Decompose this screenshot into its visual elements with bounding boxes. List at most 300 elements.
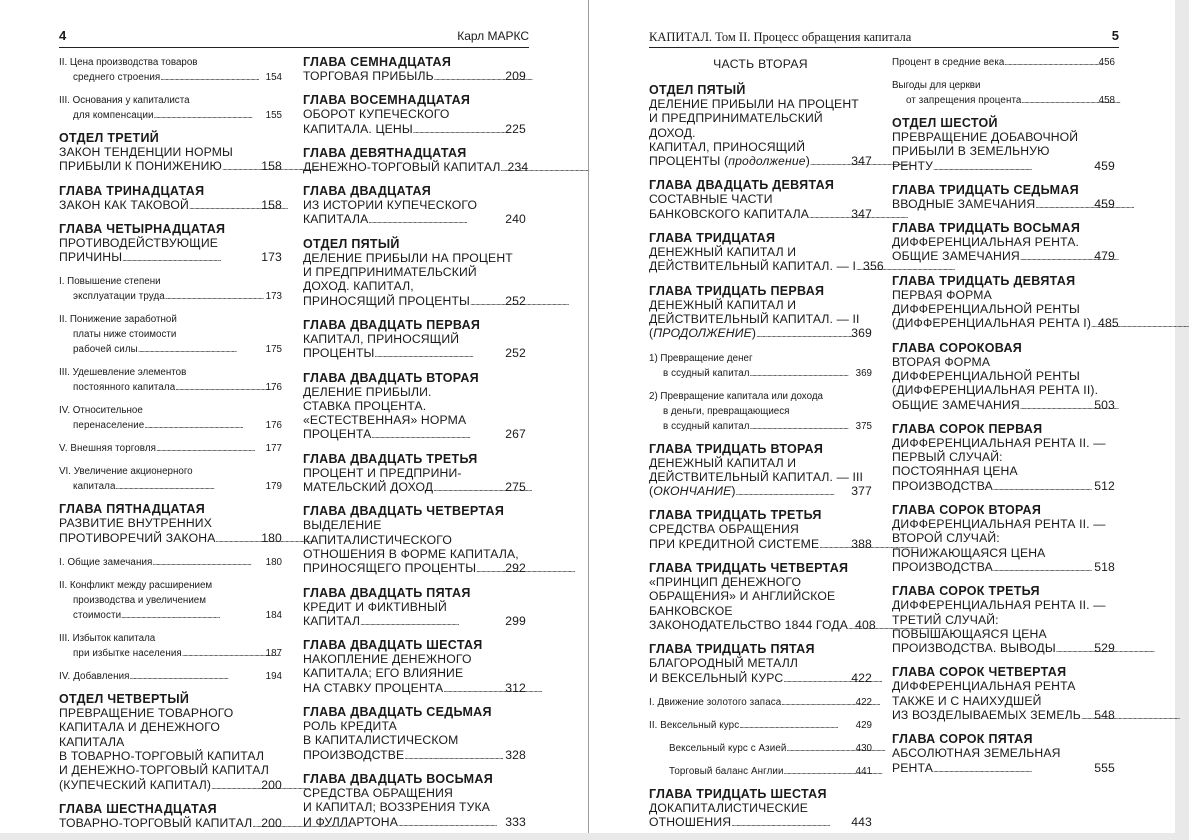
entry-title-text (649, 815, 731, 829)
entry-last-line (59, 669, 282, 684)
section-heading: ГЛАВА ДВАДЦАТЬ ТРЕТЬЯ (303, 451, 478, 466)
dot-leader (175, 380, 264, 395)
dot-leader (154, 108, 265, 123)
section-heading: ГЛАВА ДВАДЦАТЬ ДЕВЯТАЯ (649, 178, 835, 193)
entry-title-line: КАПИТАЛ, ПРИНОСЯЩИЙ (649, 139, 806, 154)
entry-title-part: ( (649, 326, 654, 341)
dot-leader (470, 294, 504, 310)
entry-title-text (663, 366, 750, 381)
dot-leader (434, 69, 504, 85)
toc-subentry (649, 695, 872, 710)
entry-title-part: (КУПЕЧЕСКИЙ КАПИТАЛ) (59, 777, 212, 792)
toc-section-entry (649, 642, 872, 687)
entry-title-part: ОБЩИЕ ЗАМЕЧАНИЯ (892, 397, 1020, 412)
page-ref: 194 (265, 671, 282, 683)
section-heading: ГЛАВА ДВАДЦАТЬ СЕДЬМАЯ (303, 705, 492, 720)
dot-leader (398, 815, 504, 831)
toc-subentry (59, 631, 282, 661)
entry-title-part: КАПИТАЛА. ЦЕНЫ (303, 121, 413, 136)
page-number: 4 (59, 28, 67, 43)
entry-title-part: И ВЕКСЕЛЬНЫЙ КУРС (649, 670, 784, 685)
entry-title-text (649, 259, 856, 273)
toc-section-entry (649, 508, 872, 553)
toc-section-entry (303, 145, 529, 176)
entry-title-part: ПРОИЗВОДСТВА. ВЫВОДЫ (892, 641, 1056, 656)
entry-last-line (649, 154, 872, 170)
entry-title-text (892, 560, 993, 574)
page-ref: 408 (855, 617, 876, 632)
page-ref: 173 (261, 250, 282, 265)
dot-leader (1056, 641, 1093, 657)
entry-title-line: ДИФФЕРЕНЦИАЛЬНАЯ РЕНТА. (892, 235, 1080, 250)
dot-leader (360, 614, 504, 630)
entry-title-text (303, 480, 433, 494)
entry-title-line: ПЕРВАЯ ФОРМА (892, 287, 992, 302)
entry-title-line: ДЕЛЕНИЕ ПРИБЫЛИ НА ПРОЦЕНТ (303, 250, 513, 265)
entry-title-line: ПРЕВРАЩЕНИЕ ТОВАРНОГО (59, 706, 234, 721)
section-heading: ГЛАВА ТРИДЦАТАЯ (649, 231, 776, 246)
entry-last-line (892, 93, 1115, 108)
entry-title-line: ЗАКОН ТЕНДЕНЦИИ НОРМЫ (59, 145, 233, 159)
entry-title-line: СТАВКА ПРОЦЕНТА. (303, 398, 427, 413)
entry-title-part: ДЕЙСТВИТЕЛЬНЫЙ КАПИТАЛ. — I (649, 259, 857, 274)
dot-leader (122, 250, 260, 266)
dot-leader (165, 289, 265, 304)
entry-title-text (303, 122, 413, 136)
dot-leader (144, 418, 264, 433)
entry-title-line: КАПИТАЛА И ДЕНЕЖНОГО КАПИТАЛА (59, 720, 220, 749)
entry-title-part: ЗАКОНОДАТЕЛЬСТВО 1844 ГОДА (649, 617, 849, 632)
dot-leader (152, 555, 264, 570)
toc-section-entry (303, 237, 526, 310)
dot-leader (781, 695, 854, 710)
entry-title-line: I. Повышение степени (59, 276, 161, 288)
entry-title-line: 2) Превращение капитала или дохода (649, 390, 823, 402)
page-ref: 275 (505, 480, 526, 495)
entry-title-text (303, 614, 360, 628)
toc-subentry (59, 274, 282, 304)
entry-title-italic: продолжение (728, 154, 806, 169)
toc-section-entry (649, 442, 872, 501)
page-ref: 234 (507, 159, 529, 174)
entry-title-part: IV. Добавления (59, 671, 130, 683)
entry-title-part: ПРИ КРЕДИТНОЙ СИСТЕМЕ (649, 536, 820, 551)
toc-section-entry (59, 131, 282, 176)
entry-title-part: от запрещения процента (906, 95, 1022, 106)
section-heading: ГЛАВА ТРИДЦАТЬ ПЕРВАЯ (649, 283, 825, 298)
page-ref: 485 (1098, 316, 1119, 331)
toc-section-entry (892, 341, 1115, 414)
left-page-header (59, 29, 529, 48)
entry-title-text (73, 289, 165, 304)
entry-title-text (73, 646, 182, 661)
entry-last-line (649, 815, 872, 831)
dot-leader (809, 207, 850, 223)
page-number: 5 (1111, 28, 1119, 43)
entry-last-line (303, 294, 526, 310)
entry-title-line: БЛАГОРОДНЫЙ МЕТАЛЛ (649, 656, 798, 671)
dot-leader (156, 441, 265, 456)
entry-title-part: НА СТАВКУ ПРОЦЕНТА (303, 680, 444, 695)
page-ref: 225 (505, 121, 526, 136)
toc-subentry (649, 718, 872, 733)
section-heading: ГЛАВА ДВАДЦАТЬ ШЕСТАЯ (303, 638, 483, 653)
entry-title-line: ДИФФЕРЕНЦИАЛЬНАЯ РЕНТА (892, 679, 1076, 694)
entry-title-line: ТАКЖЕ И С НАИХУДШЕЙ (892, 693, 1042, 708)
entry-title-text (892, 159, 933, 173)
dot-leader (784, 764, 855, 779)
entry-title-line: (ДИФФЕРЕНЦИАЛЬНАЯ РЕНТА II). (892, 383, 1099, 398)
entry-title-line: Выгоды для церкви (892, 80, 981, 91)
page-ref: 375 (855, 420, 872, 432)
entry-title-line: ВТОРОЙ СЛУЧАЙ: (892, 531, 1000, 546)
dot-leader (1021, 93, 1097, 108)
page-ref: 429 (855, 719, 872, 731)
entry-title-part: эксплуатации труда (73, 291, 165, 303)
page-ref: 175 (265, 344, 282, 356)
toc-section-entry (892, 732, 1115, 777)
entry-title-text (303, 748, 404, 762)
section-heading: ГЛАВА ТРИДЦАТЬ ЧЕТВЕРТАЯ (649, 561, 849, 576)
section-heading: ГЛАВА ТРИДЦАТЬ СЕДЬМАЯ (892, 182, 1079, 197)
entry-title-text (73, 342, 138, 357)
page-ref: 179 (265, 481, 282, 493)
section-heading: ГЛАВА СОРОКОВАЯ (892, 340, 1023, 355)
entry-title-line: В КАПИТАЛИСТИЧЕСКОМ (303, 733, 459, 748)
page-ref: 158 (261, 159, 282, 174)
entry-title-line: ДОХОД. КАПИТАЛ, (303, 279, 414, 294)
toc-section-entry (303, 705, 526, 764)
left-page (0, 0, 588, 833)
dot-leader (404, 748, 504, 764)
entry-last-line (649, 537, 872, 553)
section-heading: ГЛАВА СОРОК ПЯТАЯ (892, 732, 1033, 747)
toc-section-entry (303, 318, 526, 363)
page-ref: 176 (265, 382, 282, 394)
entry-last-line (303, 815, 526, 831)
dot-leader (121, 608, 265, 623)
entry-title-line: ДЕЛЕНИЕ ПРИБЫЛИ. (303, 384, 432, 399)
running-title: Карл МАРКС (457, 29, 529, 43)
toc-section-entry (649, 561, 876, 634)
entry-title-line: СРЕДСТВА ОБРАЩЕНИЯ (649, 522, 799, 537)
entry-title-line: ДЕЙСТВИТЕЛЬНЫЙ КАПИТАЛ. — II (649, 311, 860, 326)
entry-last-line (303, 212, 526, 228)
entry-title-part: ПРИНОСЯЩЕГО ПРОЦЕНТЫ (303, 561, 477, 576)
section-heading: ГЛАВА ДВАДЦАТАЯ (303, 184, 432, 199)
entry-title-text (59, 159, 222, 173)
entry-title-line: ПРЕВРАЩЕНИЕ ДОБАВОЧНОЙ (892, 130, 1079, 144)
entry-title-text (892, 316, 1091, 330)
entry-last-line (59, 108, 282, 123)
page-ref: 333 (505, 814, 526, 829)
entry-last-line (59, 342, 282, 357)
entry-title-text (892, 761, 933, 775)
page-ref: 240 (505, 212, 526, 227)
entry-title-line: ПЕРВЫЙ СЛУЧАЙ: (892, 450, 1003, 465)
entry-title-line: «ЕСТЕСТВЕННАЯ» НОРМА (303, 413, 467, 428)
entry-title-line: II. Понижение заработной (59, 314, 177, 326)
section-heading: ОТДЕЛ ТРЕТИЙ (59, 131, 160, 145)
entry-title-line: 1) Превращение денег (649, 352, 753, 364)
entry-title-text (892, 249, 1020, 263)
entry-last-line (649, 741, 872, 756)
entry-last-line (303, 681, 526, 697)
section-heading: ГЛАВА СОРОК ТРЕТЬЯ (892, 584, 1040, 599)
entry-title-text (303, 294, 470, 308)
entry-title-part: РЕНТА (892, 760, 933, 775)
entry-title-line: ДЕНЕЖНЫЙ КАПИТАЛ И (649, 245, 797, 260)
entry-title-line: ДИФФЕРЕНЦИАЛЬНАЯ РЕНТА II. — (892, 598, 1106, 613)
section-heading: ГЛАВА ЧЕТЫРНАДЦАТАЯ (59, 221, 226, 236)
toc-section-entry (59, 184, 282, 214)
entry-title-part: ПРОИЗВОДСТВА (892, 559, 993, 574)
section-heading: ГЛАВА ШЕСТНАДЦАТАЯ (59, 801, 217, 816)
entry-title-part: И ФУЛЛАРТОНА (303, 814, 399, 829)
entry-title-line: И ПРЕДПРИНИМАТЕЛЬСКИЙ (303, 265, 477, 280)
entry-title-line: ТРЕТИЙ СЛУЧАЙ: (892, 612, 999, 627)
entry-title-text (892, 641, 1056, 655)
toc-section-entry (892, 183, 1115, 213)
page-ref: 369 (855, 367, 872, 379)
page-ref: 441 (855, 765, 872, 777)
section-heading: ГЛАВА ДВАДЦАТЬ ПЕРВАЯ (303, 317, 481, 332)
toc-section-entry (303, 772, 526, 831)
entry-title-line: в деньги, превращающиеся (663, 405, 790, 417)
toc-section-entry (649, 787, 872, 832)
dot-leader (222, 159, 260, 175)
entry-title-text (73, 608, 121, 623)
entry-title-part: ( (649, 484, 654, 499)
entry-title-italic: ПРОДОЛЖЕНИЕ (653, 326, 752, 341)
entry-last-line (649, 207, 872, 223)
page-ref: 503 (1094, 397, 1115, 412)
dot-leader (413, 122, 504, 138)
dot-leader (736, 484, 851, 500)
entry-title-line: СОСТАВНЫЕ ЧАСТИ (649, 192, 773, 207)
entry-title-line: IV. Относительное (59, 405, 143, 417)
entry-last-line (649, 419, 872, 434)
entry-title-line: ВТОРАЯ ФОРМА (892, 354, 991, 369)
toc-section-entry (303, 504, 526, 577)
entry-title-text (73, 108, 154, 123)
section-heading: ГЛАВА ТРИДЦАТЬ ПЯТАЯ (649, 642, 815, 657)
entry-title-part: ) (731, 484, 736, 499)
entry-title-part: для компенсации (73, 110, 154, 121)
entry-title-part: постоянного капитала (73, 382, 176, 394)
dot-leader (783, 671, 850, 687)
entry-title-part: ПРОИЗВОДСТВА (892, 478, 993, 493)
entry-title-text (892, 197, 1035, 211)
entry-title-text (649, 618, 848, 632)
page-ref: 422 (855, 696, 872, 708)
toc-subentry (59, 312, 282, 357)
entry-title-text (892, 55, 1004, 70)
section-heading: ГЛАВА ТРИДЦАТЬ ВОСЬМАЯ (892, 221, 1081, 236)
page-ref: 328 (505, 747, 526, 762)
entry-title-text (303, 212, 368, 226)
section-heading: ГЛАВА СЕМНАДЦАТАЯ (303, 55, 452, 69)
entry-title-text (73, 479, 116, 494)
entry-title-text (303, 160, 501, 174)
dot-leader (216, 531, 261, 547)
entry-title-text (303, 346, 374, 360)
entry-title-part: капитала (73, 481, 116, 493)
entry-title-part: среднего строения (73, 72, 161, 83)
entry-title-part: Торговый баланс Англии (669, 765, 784, 777)
page-ref: 176 (265, 420, 282, 432)
entry-title-line: БАНКОВСКОЕ (649, 603, 733, 618)
toc-subentry (59, 93, 282, 123)
page-ref: 459 (1094, 196, 1115, 211)
entry-title-line: КРЕДИТ И ФИКТИВНЫЙ (303, 599, 447, 614)
entry-title-text (649, 537, 819, 551)
entry-title-text (303, 561, 476, 575)
entry-title-part: РЕНТУ (892, 158, 933, 173)
entry-title-line: платы ниже стоимости (73, 329, 177, 341)
entry-title-text (649, 484, 736, 498)
entry-title-line: ВЫДЕЛЕНИЕ КАПИТАЛИСТИЧЕСКОГО (303, 518, 452, 547)
page-ref: 512 (1094, 478, 1115, 493)
entry-title-part: ПРОЦЕНТЫ (303, 346, 375, 361)
toc-subentry (59, 578, 282, 623)
entry-title-text (649, 207, 809, 221)
entry-title-part: ) (805, 154, 810, 169)
entry-title-line: НАКОПЛЕНИЕ ДЕНЕЖНОГО (303, 652, 472, 667)
toc-section-entry (649, 284, 872, 343)
entry-last-line (892, 55, 1115, 70)
page-ref: 154 (265, 72, 282, 83)
entry-title-part: БАНКОВСКОГО КАПИТАЛА (649, 206, 810, 221)
entry-title-text (906, 93, 1021, 108)
section-heading: ГЛАВА ТРИДЦАТЬ ТРЕТЬЯ (649, 508, 822, 523)
toc-subentry (59, 55, 282, 85)
entry-title-text (73, 70, 160, 85)
entry-title-text (649, 695, 781, 710)
section-heading: ГЛАВА ТРИДЦАТЬ ДЕВЯТАЯ (892, 273, 1076, 288)
entry-title-line: III. Основания у капиталиста (59, 95, 190, 106)
right-page-header (649, 29, 1119, 48)
entry-last-line (59, 479, 282, 494)
toc-subentry (649, 351, 872, 381)
entry-title-line: ОБОРОТ КУПЕЧЕСКОГО (303, 107, 450, 122)
page-ref: 158 (261, 197, 282, 212)
entry-last-line (59, 250, 282, 266)
dot-leader (1004, 55, 1097, 70)
entry-title-text (892, 708, 1081, 722)
entry-title-line: ДЕНЕЖНЫЙ КАПИТАЛ И (649, 297, 797, 312)
toc-column (59, 55, 282, 840)
entry-last-line (649, 764, 872, 779)
entry-last-line (892, 316, 1119, 332)
entry-title-part: ВВОДНЫЕ ЗАМЕЧАНИЯ (892, 196, 1036, 211)
page-ref: 555 (1094, 760, 1115, 775)
entry-title-line: ПРОЦЕНТ И ПРЕДПРИНИ- (303, 465, 462, 480)
entry-title-text (892, 479, 993, 493)
section-heading: ГЛАВА СОРОК ПЕРВАЯ (892, 421, 1043, 436)
section-heading: ГЛАВА ДВАДЦАТЬ ПЯТАЯ (303, 585, 471, 600)
entry-title-line: РАЗВИТИЕ ВНУТРЕННИХ (59, 516, 212, 531)
entry-title-line: ПОВЫШАЮЩАЯСЯ ЦЕНА (892, 626, 1047, 641)
entry-last-line (649, 617, 876, 634)
entry-title-text (669, 764, 784, 779)
entry-title-line: ДЕНЕЖНЫЙ КАПИТАЛ И (649, 455, 797, 470)
dot-leader (756, 326, 850, 342)
dot-leader (371, 427, 504, 443)
page-ref: 369 (851, 326, 872, 341)
page-ref: 548 (1094, 708, 1115, 723)
dot-leader (1020, 398, 1093, 414)
entry-title-part: V. Внешняя торговля (59, 443, 157, 455)
entry-title-part: II. Вексельный курс (649, 719, 740, 731)
dot-leader (1081, 708, 1093, 724)
page-ref: 252 (505, 293, 526, 308)
entry-title-text (669, 741, 786, 756)
entry-title-line: ПОСТОЯННАЯ ЦЕНА (892, 464, 1018, 479)
entry-title-text (59, 531, 216, 545)
entry-title-part: ПРИНОСЯЩИЙ ПРОЦЕНТЫ (303, 293, 470, 308)
entry-title-part: рабочей силы (73, 344, 138, 356)
entry-last-line (303, 748, 526, 764)
section-heading: ГЛАВА ТРИДЦАТЬ ШЕСТАЯ (649, 786, 827, 801)
toc-section-entry (892, 273, 1119, 333)
entry-last-line (649, 671, 872, 687)
toc-subentry (649, 389, 872, 434)
toc-subentry (59, 464, 282, 494)
page-ref: 180 (265, 557, 282, 569)
entry-title-part: ПРОИЗВОДСТВЕ (303, 747, 405, 762)
toc-section-entry (59, 802, 282, 832)
running-title: КАПИТАЛ. Том II. Процесс обращения капитала (649, 30, 912, 44)
dot-leader (252, 816, 260, 832)
entry-title-line: КАПИТАЛ, ПРИНОСЯЩИЙ (303, 331, 460, 346)
page-ref: 377 (851, 484, 872, 499)
entry-last-line (303, 122, 526, 138)
dot-leader (1035, 197, 1093, 213)
entry-title-part: ИЗ ВОЗДЕЛЫВАЕМЫХ ЗЕМЕЛЬ (892, 708, 1081, 723)
entry-title-text (303, 681, 443, 695)
toc-section-entry (59, 502, 282, 547)
entry-last-line (303, 561, 526, 577)
entry-last-line (303, 614, 526, 630)
page-ref: 187 (265, 648, 282, 660)
entry-title-line: ОТНОШЕНИЯ В ФОРМЕ КАПИТАЛА, (303, 546, 519, 561)
page-ref: 200 (261, 815, 282, 830)
section-heading: ГЛАВА СОРОК ЧЕТВЕРТАЯ (892, 665, 1067, 680)
entry-title-text (73, 418, 144, 433)
entry-title-line: И ДЕНЕЖНО-ТОРГОВЫЙ КАПИТАЛ (59, 763, 269, 778)
toc-section-entry (892, 422, 1115, 495)
section-heading: ОТДЕЛ ШЕСТОЙ (892, 116, 998, 130)
entry-title-part: в ссудный капитал (663, 367, 750, 379)
entry-title-part: (ДИФФЕРЕНЦИАЛЬНАЯ РЕНТА I) (892, 316, 1092, 331)
entry-title-text (649, 154, 810, 168)
page-ref: 180 (261, 530, 282, 545)
entry-title-part: МАТЕЛЬСКИЙ ДОХОД (303, 480, 434, 495)
entry-title-line: ПРИБЫЛИ В ЗЕМЕЛЬНУЮ (892, 144, 1050, 159)
entry-last-line (59, 816, 282, 832)
toc-section-entry (303, 55, 526, 85)
entry-last-line (59, 778, 282, 794)
entry-last-line (303, 69, 526, 85)
dot-leader (786, 741, 854, 756)
section-heading: ГЛАВА ТРИДЦАТЬ ВТОРАЯ (649, 441, 824, 456)
toc-subentry (892, 78, 1115, 108)
entry-title-part: ТОВАРНО-ТОРГОВЫЙ КАПИТАЛ (59, 815, 253, 830)
entry-title-text (649, 326, 756, 340)
entry-title-part: I. Движение золотого запаса (649, 696, 782, 708)
toc-subentry (59, 555, 282, 570)
